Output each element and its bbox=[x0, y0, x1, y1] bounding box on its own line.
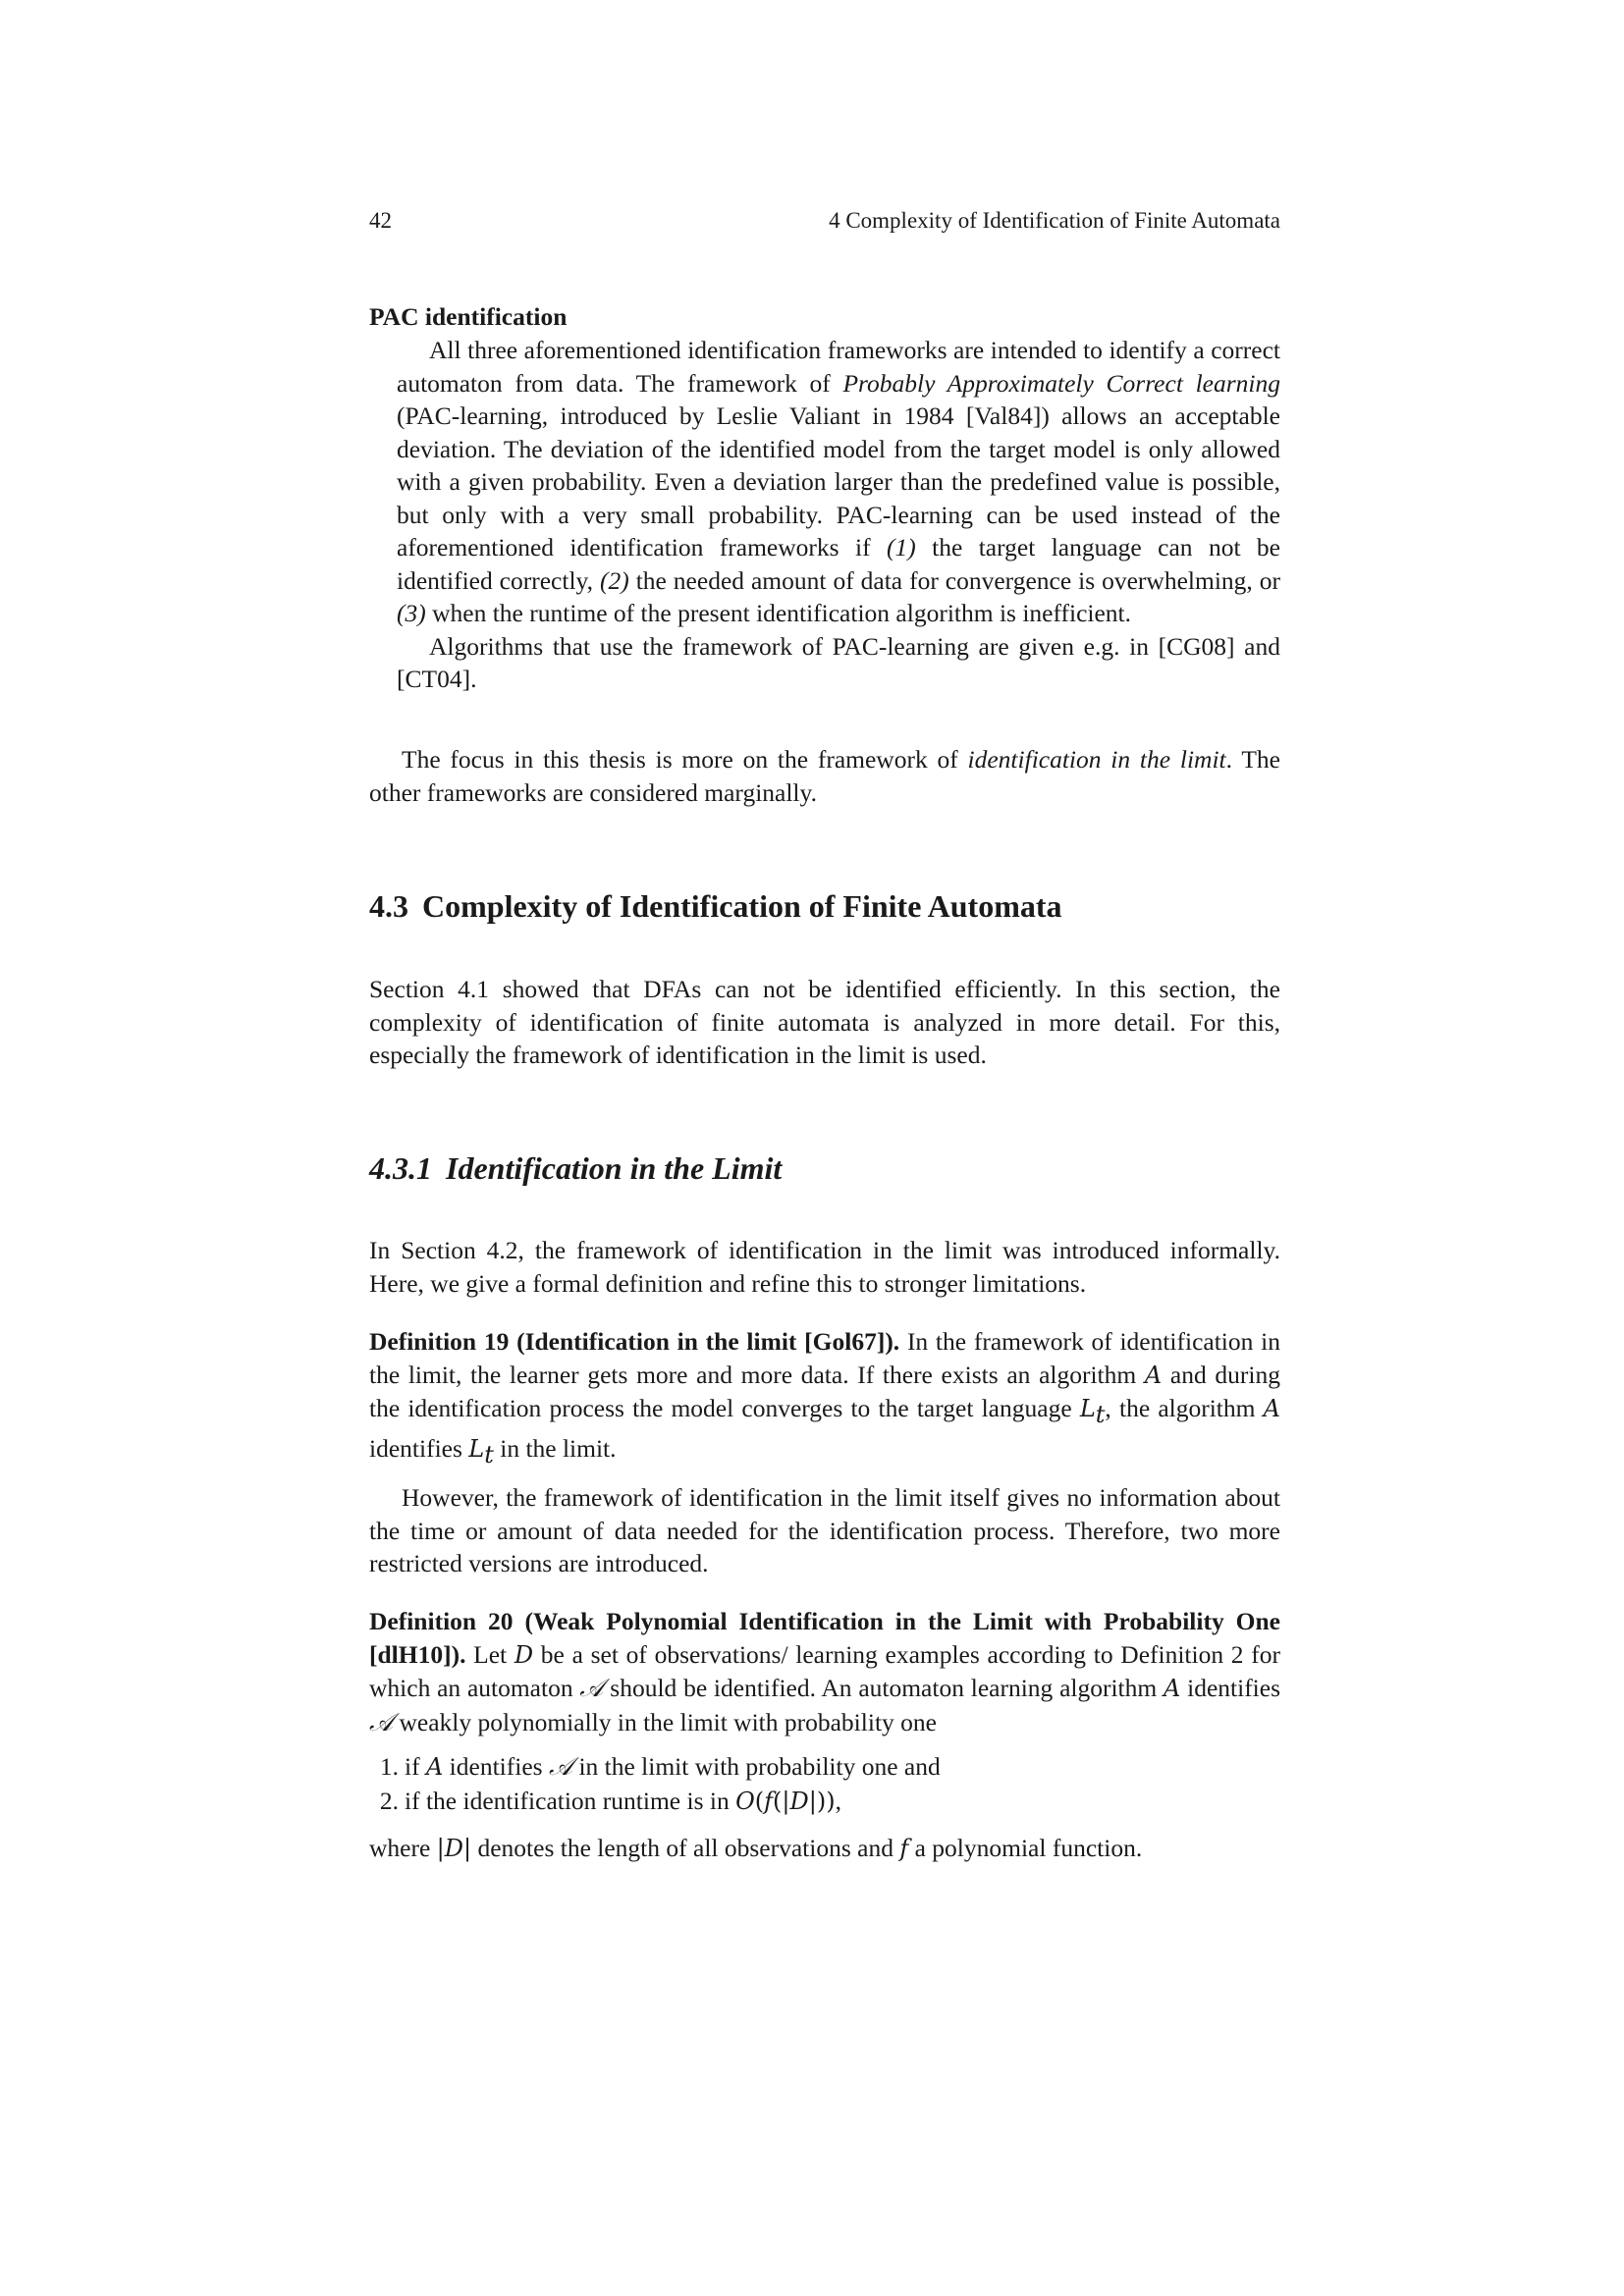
pac-body bbox=[397, 334, 1280, 696]
subsection-paragraph: In Section 4.2, the framework of identification in the limit was introduced informally. Here, we give a formal definition and refine this to stronger limitations. bbox=[369, 1236, 1280, 1298]
running-head bbox=[369, 208, 1280, 234]
page-number: 42 bbox=[369, 208, 392, 233]
definition-20: Definition 20 (Weak Polynomial Identification in the Limit with Probability One [dlH10]). Let D be a set of observations/ learning examples according to Definition 2 for which an automaton 𝒜 should be identified. An automaton learning algorithm A identifies 𝒜 weakly polynomially in the limit with probability one bbox=[369, 1607, 1281, 1737]
pac-paragraph-1: All three aforementioned identification frameworks are intended to identify a correct automaton from data. The framework of Probably Approximately Correct learning (PAC-learning, introduced by Leslie Valiant in 1984 [Val84]) allows an acceptable deviation. The deviation of the identified model from the target model is only allowed with a given probability. Even a deviation larger than the predefined value is possible, but only with a very small probability. PAC-learning can be used instead of the aforementioned identification frameworks if (1) the target language can not be identified correctly, (2) the needed amount of data for convergence is overwhelming, or (3) when the runtime of the present identification algorithm is inefficient. bbox=[397, 336, 1281, 627]
section-paragraph: Section 4.1 showed that DFAs can not be identified efficiently. In this section, the complexity of identification of finite automata is analyzed in more detail. For this, especially the framework of identification in the limit is used. bbox=[369, 975, 1280, 1069]
subsection-heading: 4.3.1 Identification in the Limit bbox=[369, 1150, 783, 1186]
pac-heading: PAC identification bbox=[369, 302, 568, 331]
definition-19: Definition 19 (Identification in the limit [Gol67]). In the framework of identification in the limit, the learner gets more and more data. If there exists an algorithm A and during the identification process the model converges to the target language $L_t$, the algorithm A identifies $L_t$ in the limit. bbox=[369, 1327, 1280, 1468]
pac-paragraph-2: Algorithms that use the framework of PAC-learning are given e.g. in [CG08] and [CT04]. bbox=[397, 631, 1280, 693]
focus-paragraph: The focus in this thesis is more on the framework of identification in the limit. The other frameworks are considered marginally. bbox=[369, 745, 1280, 807]
however-paragraph: However, the framework of identification in the limit itself gives no information about the time or amount of data needed for the identification process. Therefore, two more restricted versions are introduced. bbox=[369, 1483, 1280, 1577]
condition-list bbox=[369, 1750, 1280, 1818]
section-heading: 4.3 Complexity of Identification of Finite Automata bbox=[369, 888, 1062, 924]
list-item: 1. if A identifies 𝒜 in the limit with probability one and bbox=[379, 1752, 941, 1782]
running-title: 4 Complexity of Identification of Finite Automata bbox=[829, 208, 1280, 233]
list-item: 2. if the identification runtime is in O(f(|D|)), bbox=[379, 1786, 841, 1815]
where-paragraph: where |D| denotes the length of all observations and f a polynomial function. bbox=[369, 1834, 1143, 1862]
